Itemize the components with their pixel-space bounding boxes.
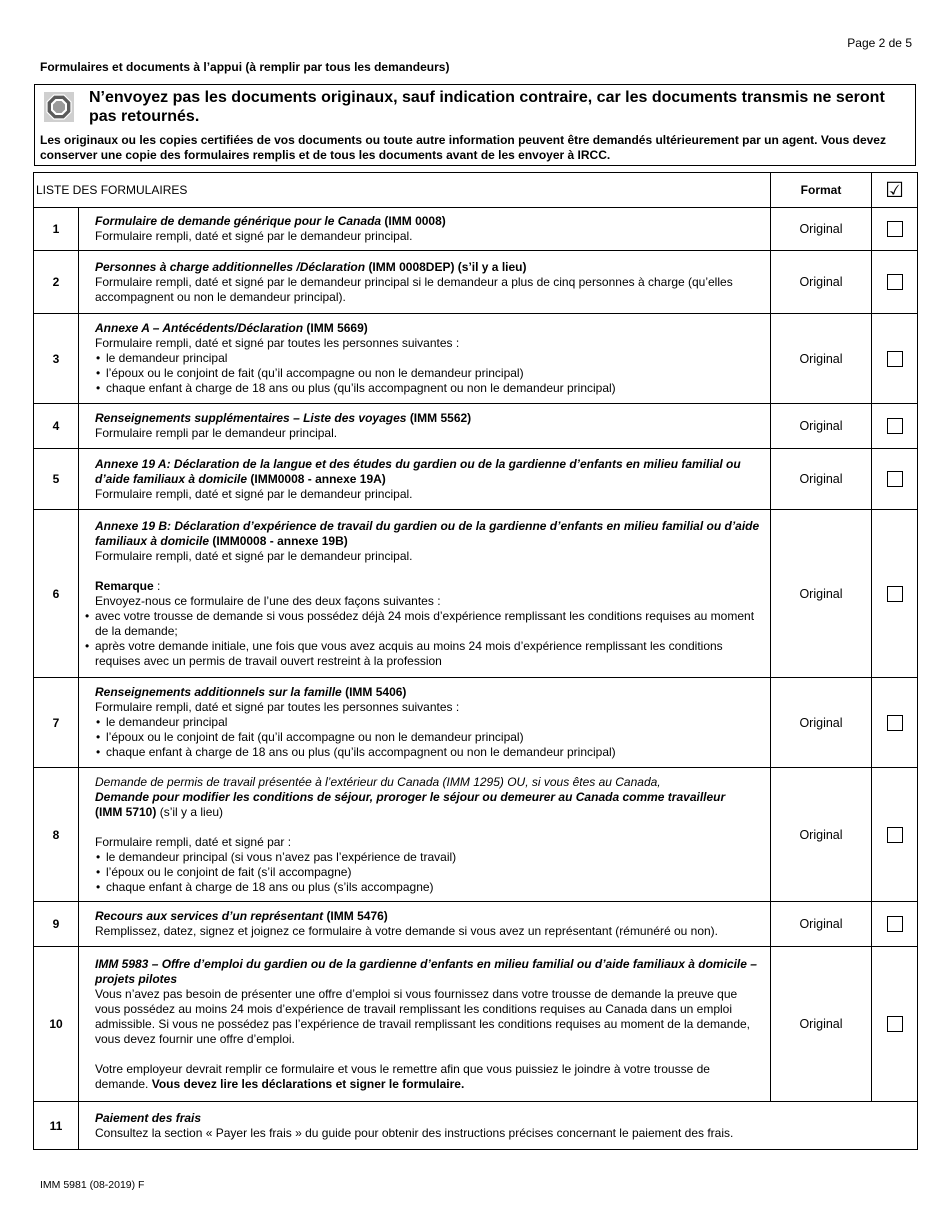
checkbox-cell[interactable] [872, 314, 918, 404]
format-value: Original [771, 768, 872, 902]
format-value: Original [771, 404, 872, 449]
row-number: 4 [34, 404, 79, 449]
format-value: Original [771, 251, 872, 314]
form-instruction: Formulaire rempli, daté et signé par le demandeur principal. [95, 229, 413, 243]
form-code: (IMM 0008) [384, 214, 446, 228]
form-instruction-2: Votre employeur devrait remplir ce formulaire et vous le remettre afin que vous puissiez le joindre à votre trousse de demande. [95, 1061, 710, 1091]
notice-heading: N’envoyez pas les documents originaux, sauf indication contraire, car les documents transmis ne seront pas retournés. [89, 89, 885, 125]
remark-label: Remarque [95, 578, 154, 593]
row-description [79, 510, 771, 678]
format-value: Original [771, 510, 872, 678]
table-row [34, 510, 918, 678]
list-item: • après votre demande initiale, une fois que vous avez acquis au moins 24 mois d’expérience remplissant les conditions requises avec un permis de travail ouvert restreint à la profession [84, 639, 764, 669]
row-description [79, 404, 771, 449]
form-code-suffix: (s’il y a lieu) [156, 804, 224, 819]
remark-text: Envoyez-nous ce formulaire de l’une des deux façons suivantes : [95, 593, 441, 608]
form-instruction-bold: Vous devez lire les déclarations et signer le formulaire. [148, 1076, 465, 1091]
checkbox[interactable] [887, 586, 903, 602]
row-description [79, 1102, 918, 1150]
checkbox-cell[interactable] [872, 404, 918, 449]
row-number: 9 [34, 902, 79, 947]
forms-checklist-table [33, 172, 918, 1150]
header-checkmark [872, 173, 918, 208]
list-item: • l’époux ou le conjoint de fait (s’il accompagne) [95, 865, 764, 880]
form-instruction: Vous n’avez pas besoin de présenter une offre d’emploi si vous fournissez dans votre trousse de demande la preuve que vous possédez au moins 24 mois d’expérience de travail remplissant les conditions requises au Canada dans un emploi admissible. Si vous ne possédez pas l’expérience de travail remplissant les conditions requises au moment de la demande, vous devez fournir une offre d’emploi. [95, 986, 751, 1046]
form-instruction: Remplissez, datez, signez et joignez ce formulaire à votre demande si vous avez un représentant (rémunéré ou non). [95, 924, 718, 938]
row-number: 5 [34, 449, 79, 510]
checkbox[interactable] [887, 351, 903, 367]
form-instruction: Formulaire rempli, daté et signé par le demandeur principal. [95, 548, 413, 563]
remark-colon: : [153, 578, 161, 593]
row-number: 8 [34, 768, 79, 902]
form-instruction: Consultez la section « Payer les frais » du guide pour obtenir des instructions précises concernant le paiement des frais. [95, 1125, 734, 1140]
form-code: (IMM 5669) [306, 321, 368, 335]
row-number: 2 [34, 251, 79, 314]
row-description [79, 678, 771, 768]
row-number: 10 [34, 947, 79, 1102]
format-value: Original [771, 208, 872, 251]
table-row [34, 902, 918, 947]
row-number: 6 [34, 510, 79, 678]
table-row [34, 251, 918, 314]
form-instruction: Formulaire rempli par le demandeur principal. [95, 426, 338, 440]
format-value: Original [771, 902, 872, 947]
page-number: Page 2 de 5 [847, 36, 912, 50]
form-title: Personnes à charge additionnelles /Déclaration [95, 259, 366, 274]
form-code: (IMM 5476) [326, 909, 388, 923]
row-description [79, 449, 771, 510]
form-title: Annexe A – Antécédents/Déclaration [95, 321, 304, 335]
row-description [79, 902, 771, 947]
form-title: Demande pour modifier les conditions de séjour, proroger le séjour ou demeurer au Canada comme travailleur [95, 789, 726, 804]
table-row [34, 768, 918, 902]
form-title: Paiement des frais [95, 1110, 202, 1125]
checkbox-cell[interactable] [872, 449, 918, 510]
form-instruction: Formulaire rempli, daté et signé par toutes les personnes suivantes : [95, 336, 460, 350]
checkbox[interactable] [887, 715, 903, 731]
header-format: Format [771, 173, 872, 208]
checkbox[interactable] [887, 1016, 903, 1032]
notice-box [34, 84, 916, 166]
row-number: 11 [34, 1102, 79, 1150]
warning-octagon-icon [44, 92, 74, 122]
form-instruction: Formulaire rempli, daté et signé par le demandeur principal si le demandeur a plus de cinq personnes à charge (qu’elles accompagnent ou non le demandeur principal). [95, 274, 733, 304]
row-number: 7 [34, 678, 79, 768]
list-item: • chaque enfant à charge de 18 ans ou plus (s’ils accompagne) [95, 880, 764, 895]
checkbox[interactable] [887, 471, 903, 487]
form-code: (IMM 5710) [95, 804, 157, 819]
checkbox[interactable] [887, 916, 903, 932]
form-code: (IMM 5406) [345, 685, 407, 699]
list-item: • avec votre trousse de demande si vous possédez déjà 24 mois d’expérience remplissant les conditions requises au moment de la demande; [84, 609, 764, 639]
form-instruction: Formulaire rempli, daté et signé par : [95, 834, 292, 849]
form-intro: Demande de permis de travail présentée à l’extérieur du Canada (IMM 1295) OU, si vous êtes au Canada, [95, 774, 661, 789]
checkbox-cell[interactable] [872, 768, 918, 902]
row-number: 3 [34, 314, 79, 404]
table-row [34, 404, 918, 449]
checkbox[interactable] [887, 418, 903, 434]
row-number: 1 [34, 208, 79, 251]
list-item: • le demandeur principal [95, 351, 764, 366]
form-code-footer: IMM 5981 (08-2019) F [40, 1179, 145, 1191]
table-row [34, 678, 918, 768]
row-description [79, 314, 771, 404]
header-forms-list: LISTE DES FORMULAIRES [34, 173, 771, 208]
form-code: (IMM 0008DEP) (s’il y a lieu) [368, 259, 527, 274]
table-row [34, 1102, 918, 1150]
form-title: Renseignements supplémentaires – Liste des voyages [95, 411, 407, 425]
form-title: Annexe 19 B: Déclaration d’expérience de travail du gardien ou de la gardienne d’enfants en milieu familial ou d’aide familiaux à domicile [95, 518, 760, 548]
form-title: Recours aux services d’un représentant [95, 909, 324, 923]
form-code: (IMM0008 - annexe 19A) [250, 471, 386, 486]
checked-box-icon: ☑ [885, 178, 904, 202]
checkbox[interactable] [887, 827, 903, 843]
table-row [34, 449, 918, 510]
form-title: IMM 5983 – Offre d’emploi du gardien ou de la gardienne d’enfants en milieu familial ou d’aide familiaux à domicile – projets pilotes [95, 956, 757, 986]
form-instruction: Formulaire rempli, daté et signé par toutes les personnes suivantes : [95, 700, 460, 714]
form-code: (IMM 5562) [409, 411, 472, 425]
table-row [34, 314, 918, 404]
list-item: • l’époux ou le conjoint de fait (qu’il accompagne ou non le demandeur principal) [95, 366, 764, 381]
format-value: Original [771, 314, 872, 404]
checkbox-cell[interactable] [872, 251, 918, 314]
table-header [34, 173, 918, 208]
checkbox-cell[interactable] [872, 947, 918, 1102]
list-item: • le demandeur principal [95, 715, 764, 730]
form-code: (IMM0008 - annexe 19B) [212, 533, 348, 548]
table-row [34, 947, 918, 1102]
table-row [34, 208, 918, 251]
notice-body: Les originaux ou les copies certifiées de vos documents ou toute autre information peuvent être demandés ultérieurement par un agent. Vous devez conserver une copie des formulaires remplis et de tous les documents avant de les envoyer à IRCC. [40, 133, 886, 162]
list-item: • l’époux ou le conjoint de fait (qu’il accompagne ou non le demandeur principal) [95, 730, 764, 745]
row-description [79, 208, 771, 251]
row-description [79, 768, 771, 902]
format-value: Original [771, 947, 872, 1102]
checkbox-cell[interactable] [872, 208, 918, 251]
list-item: • le demandeur principal (si vous n’avez pas l’expérience de travail) [95, 850, 764, 865]
checkbox[interactable] [887, 274, 903, 290]
format-value: Original [771, 449, 872, 510]
checkbox[interactable] [887, 221, 903, 237]
checkbox-cell[interactable] [872, 902, 918, 947]
form-instruction: Formulaire rempli, daté et signé par le demandeur principal. [95, 486, 413, 501]
list-item: • chaque enfant à charge de 18 ans ou plus (qu’ils accompagnent ou non le demandeur principal) [95, 745, 764, 760]
form-title: Formulaire de demande générique pour le Canada [95, 214, 382, 228]
format-value: Original [771, 678, 872, 768]
section-title: Formulaires et documents à l’appui (à remplir par tous les demandeurs) [40, 60, 450, 74]
row-description [79, 251, 771, 314]
checkbox-cell[interactable] [872, 678, 918, 768]
form-title: Renseignements additionnels sur la famille [95, 685, 342, 699]
checkbox-cell[interactable] [872, 510, 918, 678]
form-title: Annexe 19 A: Déclaration de la langue et des études du gardien ou de la gardienne d’enfants en milieu familial ou d’aide familiaux à domicile [95, 456, 741, 486]
list-item: • chaque enfant à charge de 18 ans ou plus (qu’ils accompagnent ou non le demandeur principal) [95, 381, 764, 396]
row-description [79, 947, 771, 1102]
